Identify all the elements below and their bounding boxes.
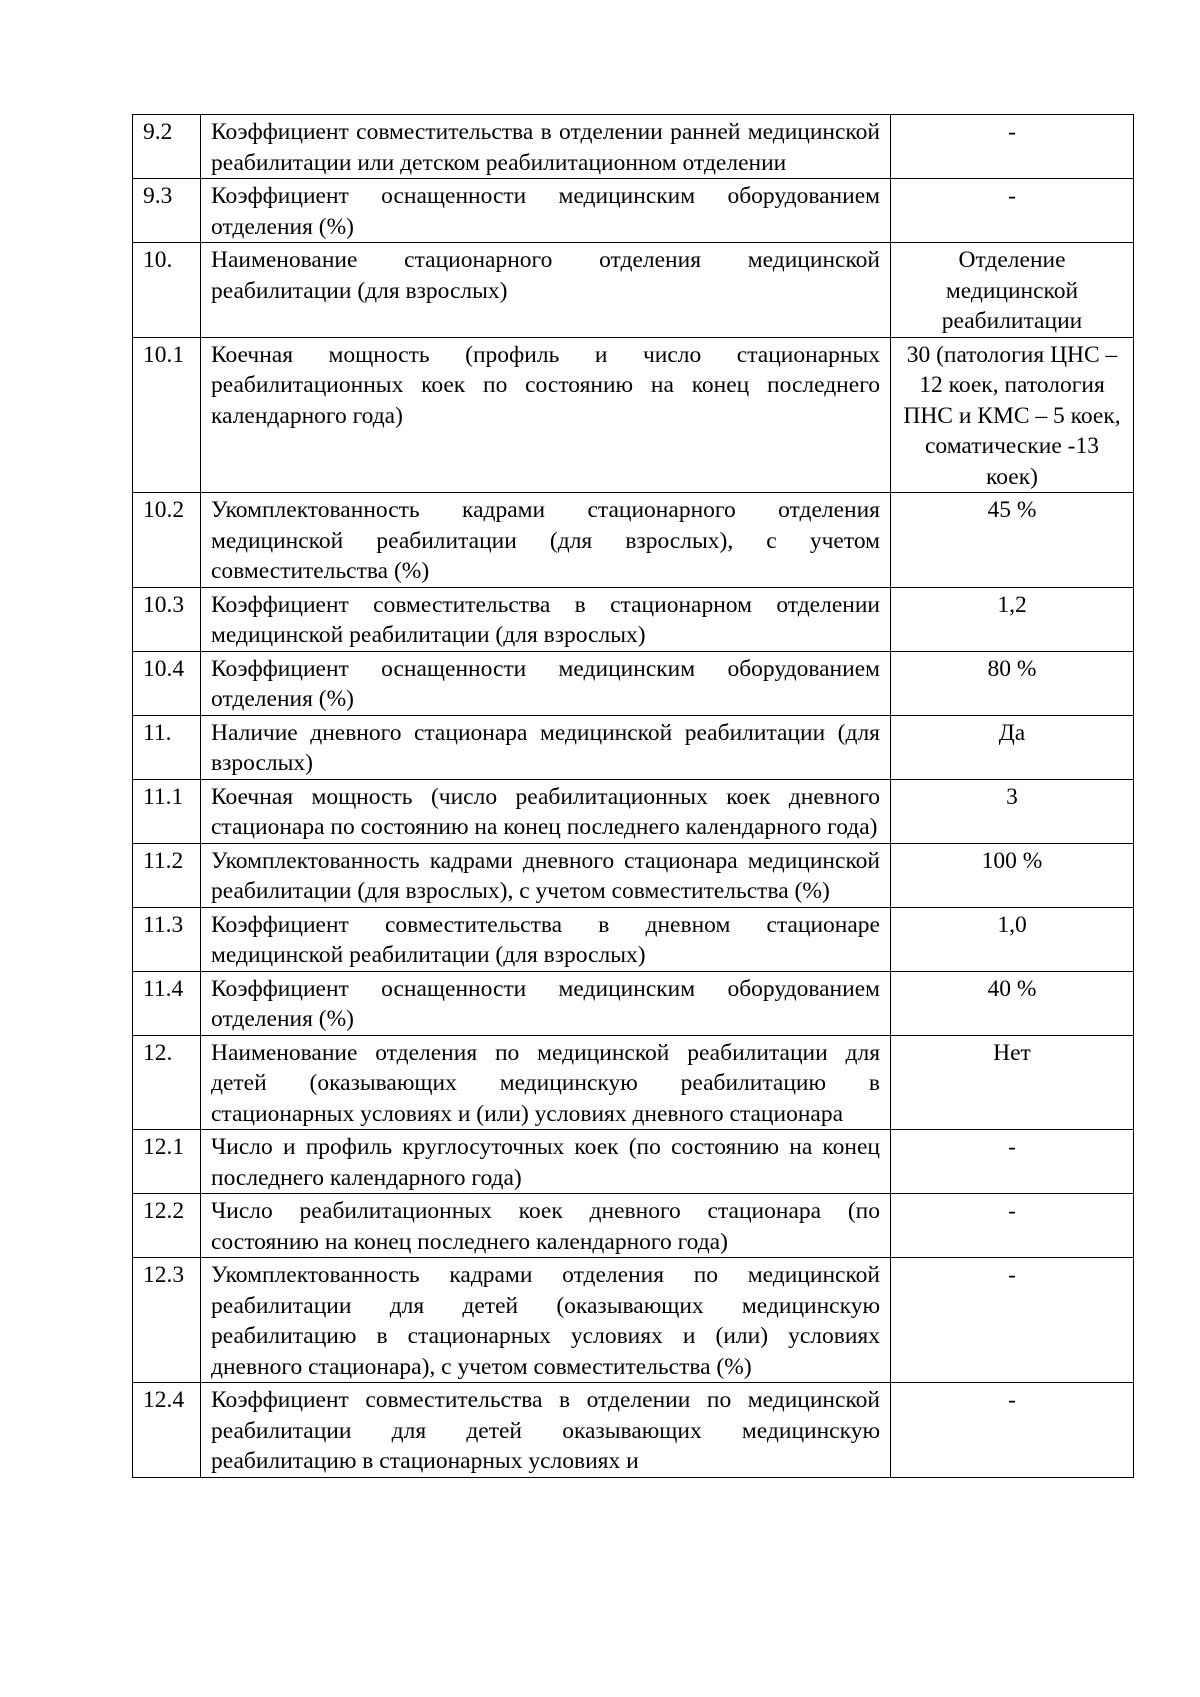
table-row — [133, 971, 1134, 1035]
row-number: 10.3 — [133, 587, 201, 651]
row-number: 12.2 — [133, 1194, 201, 1258]
table-row — [133, 1194, 1134, 1258]
row-value: 1,2 — [891, 587, 1134, 651]
table-row — [133, 843, 1134, 907]
document-page — [132, 114, 1132, 1478]
row-number: 10.4 — [133, 651, 201, 715]
table-row — [133, 651, 1134, 715]
row-description: Коэффициент оснащенности медицинским оборудованием отделения (%) — [201, 971, 891, 1035]
indicators-table — [132, 114, 1134, 1478]
table-row — [133, 1130, 1134, 1194]
row-number: 12.1 — [133, 1130, 201, 1194]
row-description: Коэффициент совместительства в отделении ранней медицинской реабилитации или детском реабилитационном отделении — [201, 115, 891, 179]
row-description: Коэффициент оснащенности медицинским оборудованием отделения (%) — [201, 651, 891, 715]
row-value: - — [891, 1258, 1134, 1383]
row-number: 12. — [133, 1035, 201, 1130]
row-description: Коечная мощность (число реабилитационных коек дневного стационара по состоянию на конец последнего календарного года) — [201, 779, 891, 843]
row-value: 45 % — [891, 493, 1134, 588]
row-number: 10. — [133, 243, 201, 338]
row-number: 10.2 — [133, 493, 201, 588]
table-row — [133, 115, 1134, 179]
table-row — [133, 779, 1134, 843]
row-description: Укомплектованность кадрами стационарного отделения медицинской реабилитации (для взрослых), с учетом совместительства (%) — [201, 493, 891, 588]
row-number: 11.2 — [133, 843, 201, 907]
row-number: 11.3 — [133, 907, 201, 971]
row-number: 12.3 — [133, 1258, 201, 1383]
row-description: Укомплектованность кадрами дневного стационара медицинской реабилитации (для взрослых), с учетом совместительства (%) — [201, 843, 891, 907]
row-value: - — [891, 1130, 1134, 1194]
table-row — [133, 715, 1134, 779]
table-row — [133, 243, 1134, 338]
row-value: - — [891, 179, 1134, 243]
row-number: 11.4 — [133, 971, 201, 1035]
row-number: 10.1 — [133, 337, 201, 493]
row-value: 40 % — [891, 971, 1134, 1035]
table-row — [133, 179, 1134, 243]
row-description: Наличие дневного стационара медицинской реабилитации (для взрослых) — [201, 715, 891, 779]
row-description: Коэффициент оснащенности медицинским оборудованием отделения (%) — [201, 179, 891, 243]
table-row — [133, 493, 1134, 588]
row-number: 12.4 — [133, 1383, 201, 1478]
row-number: 9.3 — [133, 179, 201, 243]
row-description: Число и профиль круглосуточных коек (по состоянию на конец последнего календарного года) — [201, 1130, 891, 1194]
row-description: Коэффициент совместительства в отделении по медицинской реабилитации для детей оказывающих медицинскую реабилитацию в стационарных условиях и — [201, 1383, 891, 1478]
row-number: 11. — [133, 715, 201, 779]
row-description: Укомплектованность кадрами отделения по медицинской реабилитации для детей (оказывающих медицинскую реабилитацию в стационарных условиях и (или) условиях дневного стационара), с учетом совместительства (%) — [201, 1258, 891, 1383]
row-description: Коэффициент совместительства в дневном стационаре медицинской реабилитации (для взрослых) — [201, 907, 891, 971]
row-value: - — [891, 115, 1134, 179]
table-row — [133, 907, 1134, 971]
row-description: Наименование отделения по медицинской реабилитации для детей (оказывающих медицинскую реабилитацию в стационарных условиях и (или) условиях дневного стационара — [201, 1035, 891, 1130]
row-description: Коэффициент совместительства в стационарном отделении медицинской реабилитации (для взрослых) — [201, 587, 891, 651]
row-value: 80 % — [891, 651, 1134, 715]
row-number: 11.1 — [133, 779, 201, 843]
table-row — [133, 1035, 1134, 1130]
table-row — [133, 337, 1134, 493]
table-row — [133, 587, 1134, 651]
row-value: 3 — [891, 779, 1134, 843]
row-value: 30 (патология ЦНС – 12 коек, патология ПНС и КМС – 5 коек, соматические -13 коек) — [891, 337, 1134, 493]
row-description: Наименование стационарного отделения медицинской реабилитации (для взрослых) — [201, 243, 891, 338]
row-value: - — [891, 1194, 1134, 1258]
row-value: Нет — [891, 1035, 1134, 1130]
row-value: 1,0 — [891, 907, 1134, 971]
table-row — [133, 1258, 1134, 1383]
table-row — [133, 1383, 1134, 1478]
row-description: Коечная мощность (профиль и число стационарных реабилитационных коек по состоянию на конец последнего календарного года) — [201, 337, 891, 493]
row-number: 9.2 — [133, 115, 201, 179]
row-value: - — [891, 1383, 1134, 1478]
row-description: Число реабилитационных коек дневного стационара (по состоянию на конец последнего календарного года) — [201, 1194, 891, 1258]
row-value: Да — [891, 715, 1134, 779]
row-value: Отделение медицинской реабилитации — [891, 243, 1134, 338]
row-value: 100 % — [891, 843, 1134, 907]
